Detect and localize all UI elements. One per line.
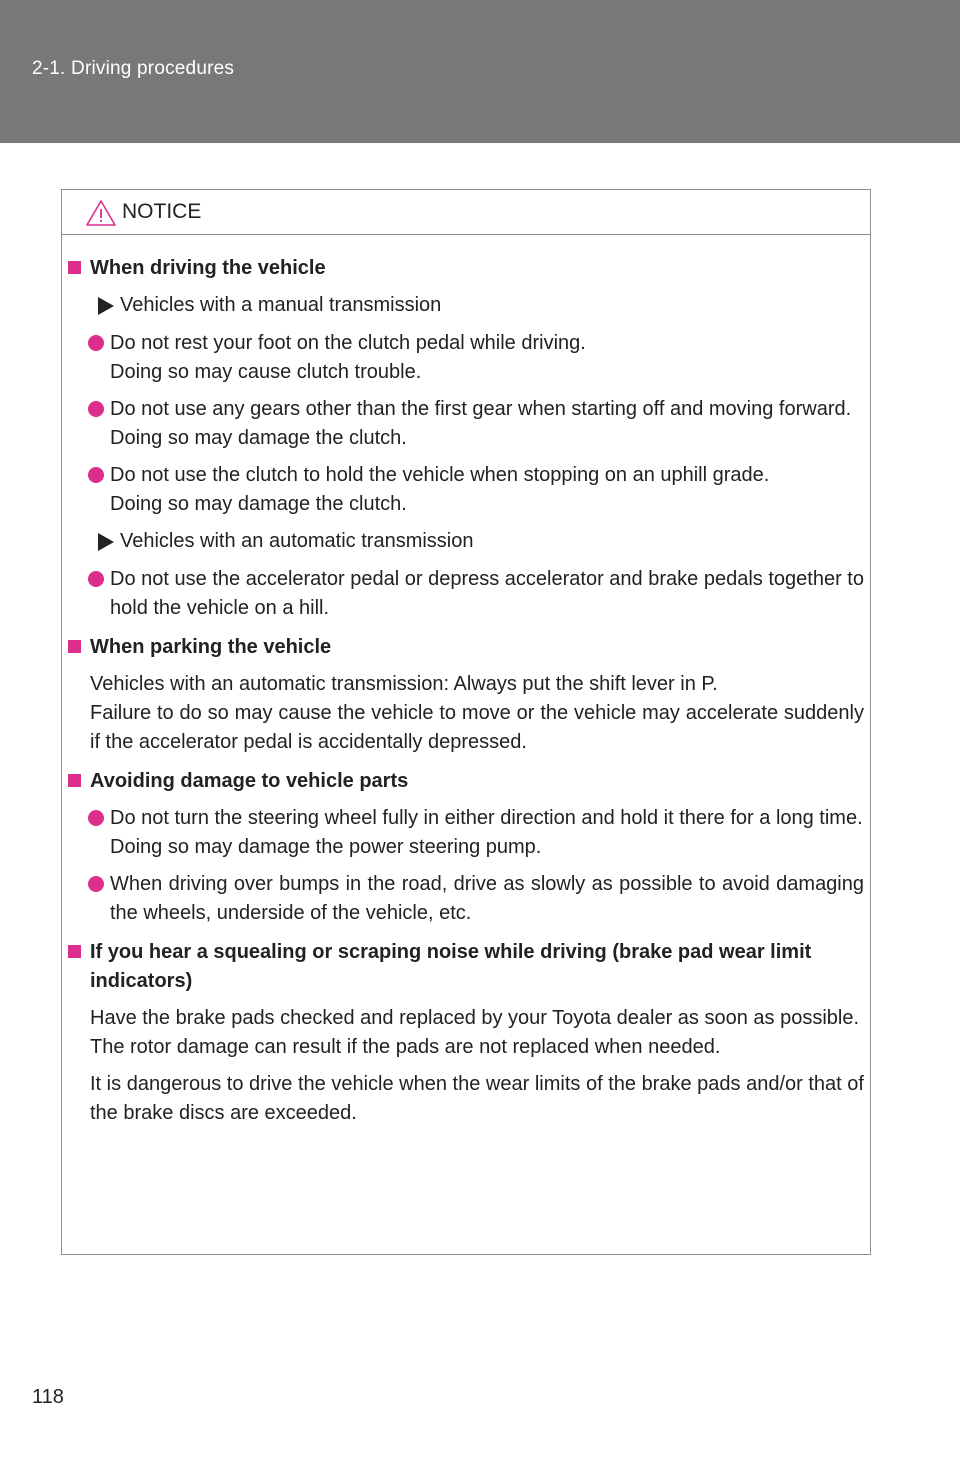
list-item: Do not use the accelerator pedal or depress accelerator and brake pedals together to hold the vehicle on a hill. bbox=[86, 565, 864, 623]
circle-bullet-icon bbox=[88, 401, 104, 417]
list-item: Do not turn the steering wheel fully in either direction and hold it there for a long time. Doing so may damage the power steering pump. bbox=[86, 804, 864, 862]
section-heading: When parking the vehicle bbox=[86, 633, 864, 662]
circle-bullet-icon bbox=[88, 467, 104, 483]
notice-box bbox=[61, 189, 871, 1255]
section-brake-pads bbox=[86, 938, 864, 1128]
square-bullet-icon bbox=[68, 261, 81, 274]
notice-body bbox=[86, 254, 864, 1138]
notice-title: NOTICE bbox=[122, 200, 202, 223]
header-band bbox=[0, 0, 960, 143]
notice-header bbox=[62, 190, 870, 235]
circle-bullet-icon bbox=[88, 335, 104, 351]
page-number: 118 bbox=[32, 1386, 64, 1408]
list-item: Do not use any gears other than the first gear when starting off and moving forward. Doing so may damage the clutch. bbox=[86, 395, 864, 453]
circle-bullet-icon bbox=[88, 810, 104, 826]
sub-heading-automatic: Vehicles with an automatic transmission bbox=[86, 527, 864, 556]
square-bullet-icon bbox=[68, 774, 81, 787]
section-avoiding-damage bbox=[86, 767, 864, 928]
list-item: Do not rest your foot on the clutch pedal while driving. Doing so may cause clutch trouble. bbox=[86, 329, 864, 387]
paragraph: Have the brake pads checked and replaced by your Toyota dealer as soon as possible. The rotor damage can result if the pads are not replaced when needed. bbox=[90, 1007, 860, 1058]
list-item: Do not use the clutch to hold the vehicle when stopping on an uphill grade. Doing so may damage the clutch. bbox=[86, 461, 864, 519]
list-item: When driving over bumps in the road, drive as slowly as possible to avoid damaging the wheels, underside of the vehicle, etc. bbox=[86, 870, 864, 928]
sub-heading-manual: Vehicles with a manual transmission bbox=[86, 291, 864, 320]
paragraph: It is dangerous to drive the vehicle when the wear limits of the brake pads and/or that of the brake discs are exceeded. bbox=[90, 1073, 864, 1124]
circle-bullet-icon bbox=[88, 876, 104, 892]
section-title: 2-1. Driving procedures bbox=[32, 58, 235, 79]
circle-bullet-icon bbox=[88, 571, 104, 587]
paragraph: Vehicles with an automatic transmission: Always put the shift lever in P. Failure to do so may cause the vehicle to move or the vehicle may accelerate suddenly if the accelerator pedal is accidentally depressed. bbox=[90, 673, 864, 753]
warning-triangle-icon bbox=[86, 200, 116, 226]
section-heading: If you hear a squealing or scraping noise while driving (brake pad wear limit indicators) bbox=[86, 938, 864, 996]
section-heading: When driving the vehicle bbox=[86, 254, 864, 283]
section-parking bbox=[86, 633, 864, 757]
section-driving bbox=[86, 254, 864, 623]
triangle-arrow-icon bbox=[98, 533, 114, 551]
square-bullet-icon bbox=[68, 945, 81, 958]
triangle-arrow-icon bbox=[98, 297, 114, 315]
section-heading: Avoiding damage to vehicle parts bbox=[86, 767, 864, 796]
square-bullet-icon bbox=[68, 640, 81, 653]
